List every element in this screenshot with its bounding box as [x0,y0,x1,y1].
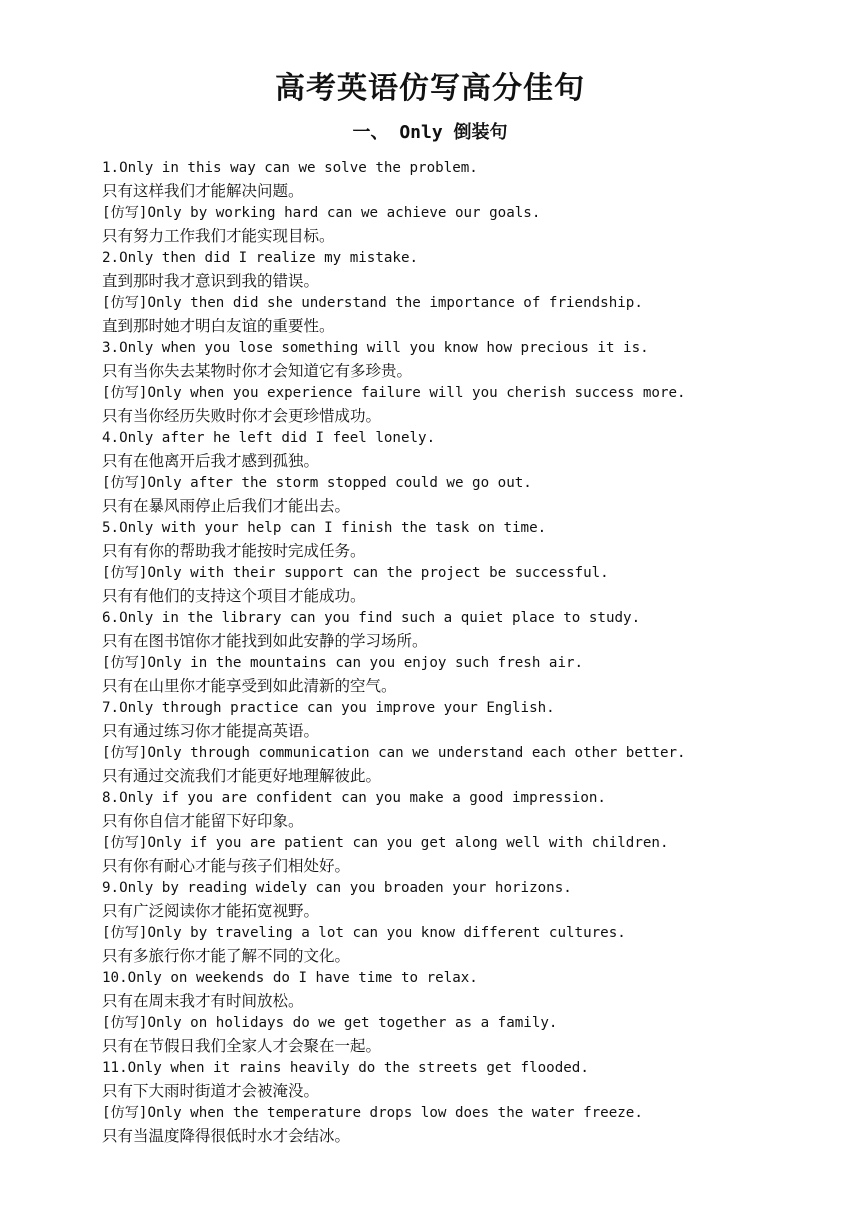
translation-line: 只有在山里你才能享受到如此清新的空气。 [102,676,397,695]
translation-line: 只有这样我们才能解决问题。 [102,181,304,200]
translation-line: 只有下大雨时街道才会被淹没。 [102,1081,320,1100]
sentence-line: 6.Only in the library can you find such a quiet place to study. [102,610,641,626]
translation-line: 只有通过练习你才能提高英语。 [102,721,320,740]
sentence-line: 8.Only if you are confident can you make a good impression. [102,790,606,806]
sentence-line: 3.Only when you lose something will you know how precious it is. [102,340,649,356]
translation-line: 只有在暴风雨停止后我们才能出去。 [102,496,351,515]
translation-line: 只有在他离开后我才感到孤独。 [102,451,320,470]
translation-line: 只有广泛阅读你才能拓宽视野。 [102,901,320,920]
translation-line: 只有当温度降得很低时水才会结冰。 [102,1126,351,1145]
translation-line: 只有你自信才能留下好印象。 [102,811,304,830]
translation-line: 只有通过交流我们才能更好地理解彼此。 [102,766,382,785]
sentence-line: [仿写]Only then did she understand the importance of friendship. [102,295,643,311]
translation-line: 只有有他们的支持这个项目才能成功。 [102,586,366,605]
sentence-line: [仿写]Only after the storm stopped could we go out. [102,475,532,491]
sentence-line: [仿写]Only when you experience failure will you cherish success more. [102,385,686,401]
sentence-line: [仿写]Only in the mountains can you enjoy such fresh air. [102,655,584,671]
sentence-line: [仿写]Only when the temperature drops low does the water freeze. [102,1105,643,1121]
sentence-line: [仿写]Only by working hard can we achieve our goals. [102,205,541,221]
sentence-line: 2.Only then did I realize my mistake. [102,250,419,266]
sentence-line: [仿写]Only if you are patient can you get along well with children. [102,835,669,851]
translation-line: 只有当你失去某物时你才会知道它有多珍贵。 [102,361,413,380]
sentence-line: 4.Only after he left did I feel lonely. [102,430,436,446]
sentence-line: [仿写]Only through communication can we understand each other better. [102,745,686,761]
sentence-line: [仿写]Only with their support can the project be successful. [102,565,609,581]
sentence-line: 1.Only in this way can we solve the problem. [102,160,478,176]
sentence-list [102,157,842,1147]
sentence-line: [仿写]Only on holidays do we get together as a family. [102,1015,558,1031]
translation-line: 只有多旅行你才能了解不同的文化。 [102,946,351,965]
section-title: 一、 Only 倒装句 [352,122,508,143]
translation-line: 只有在图书馆你才能找到如此安静的学习场所。 [102,631,428,650]
translation-line: 直到那时她才明白友谊的重要性。 [102,316,335,335]
page-title: 高考英语仿写高分佳句 [275,71,585,106]
sentence-line: [仿写]Only by traveling a lot can you know different cultures. [102,925,626,941]
translation-line: 只有有你的帮助我才能按时完成任务。 [102,541,366,560]
sentence-line: 9.Only by reading widely can you broaden your horizons. [102,880,572,896]
sentence-line: 5.Only with your help can I finish the task on time. [102,520,547,536]
translation-line: 只有当你经历失败时你才会更珍惜成功。 [102,406,382,425]
translation-line: 只有努力工作我们才能实现目标。 [102,226,335,245]
translation-line: 只有在节假日我们全家人才会聚在一起。 [102,1036,382,1055]
translation-line: 只有在周末我才有时间放松。 [102,991,304,1010]
translation-line: 直到那时我才意识到我的错误。 [102,271,320,290]
sentence-line: 11.Only when it rains heavily do the streets get flooded. [102,1060,589,1076]
translation-line: 只有你有耐心才能与孩子们相处好。 [102,856,351,875]
sentence-line: 10.Only on weekends do I have time to relax. [102,970,478,986]
sentence-line: 7.Only through practice can you improve your English. [102,700,555,716]
